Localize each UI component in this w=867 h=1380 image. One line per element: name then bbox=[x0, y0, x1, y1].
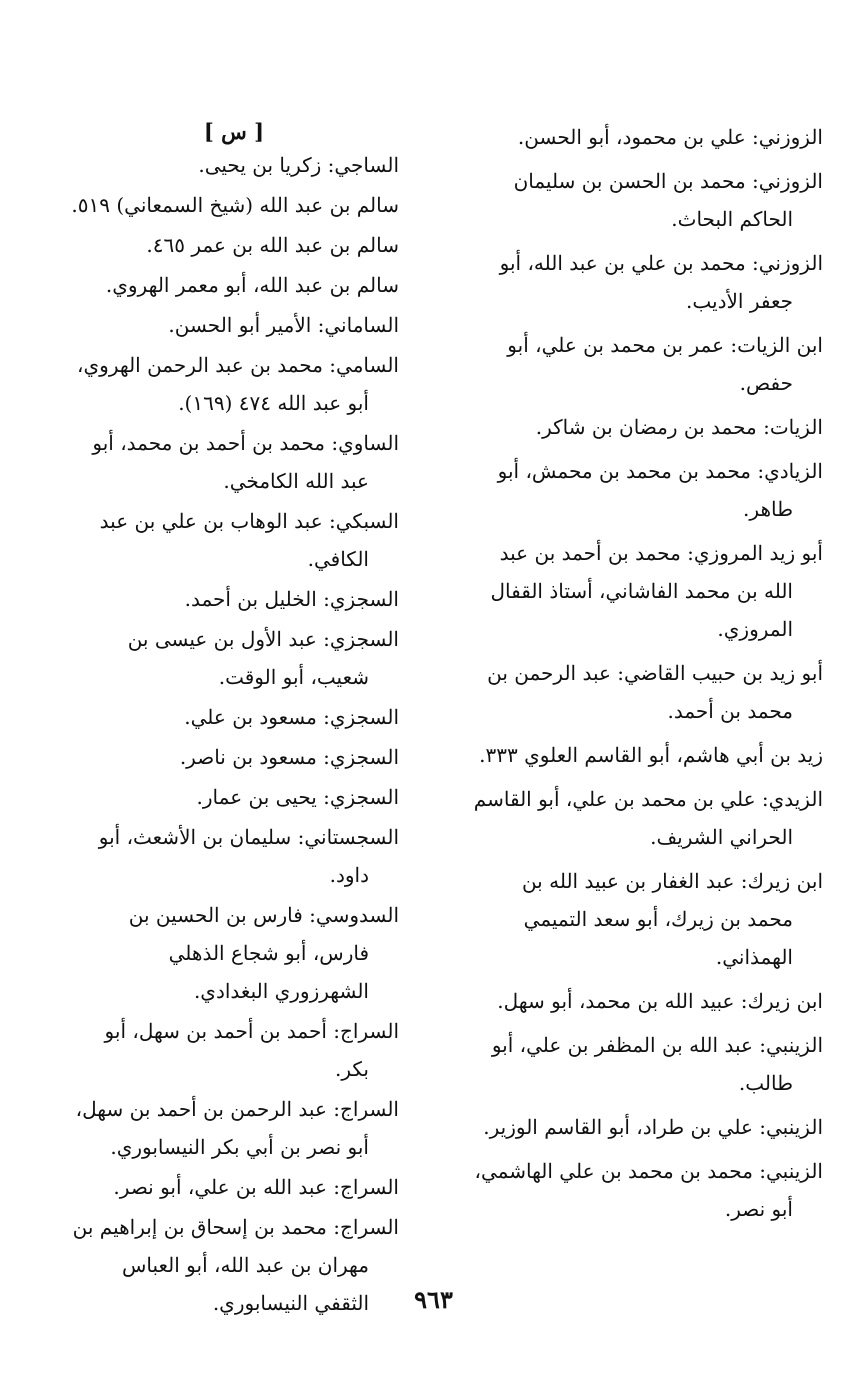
index-entry: السجستاني: سليمان بن الأشعث، أبو داود. bbox=[98, 825, 399, 887]
index-entry: السراج: عبد الرحمن بن أحمد بن سهل، أبو نصر بن أبي بكر النيسابوري. bbox=[75, 1097, 399, 1159]
index-entry: السجزي: عبد الأول بن عيسى بن شعيب، أبو الوقت. bbox=[127, 627, 399, 689]
index-entry: ابن زيرك: عبيد الله بن محمد، أبو سهل. bbox=[497, 989, 823, 1013]
index-entry: السجزي: مسعود بن ناصر. bbox=[179, 745, 399, 769]
index-entry: الزينبي: علي بن طراد، أبو القاسم الوزير. bbox=[483, 1115, 823, 1139]
left-column bbox=[69, 118, 399, 1324]
index-entry: السبكي: عبد الوهاب بن علي بن عبد الكافي. bbox=[99, 509, 399, 571]
index-entry: السامي: محمد بن عبد الرحمن الهروي، أبو عبد الله ٤٧٤ (١٦٩). bbox=[77, 353, 399, 415]
index-entry: أبو زيد المروزي: محمد بن أحمد بن عبد الله بن محمد الفاشاني، أستاذ القفال المروزي. bbox=[490, 541, 823, 641]
right-column bbox=[473, 118, 823, 1234]
index-entry: الزوزني: محمد بن الحسن بن سليمان الحاكم البحاث. bbox=[513, 169, 823, 231]
index-entry: الزينبي: عبد الله بن المظفر بن علي، أبو طالب. bbox=[491, 1033, 823, 1095]
page-number: ٩٦٣ bbox=[414, 1285, 453, 1314]
index-entry: السراج: أحمد بن أحمد بن سهل، أبو بكر. bbox=[104, 1019, 399, 1081]
index-entry: السجزي: الخليل بن أحمد. bbox=[184, 587, 399, 611]
index-entry: الزوزني: محمد بن علي بن عبد الله، أبو جعفر الأديب. bbox=[499, 251, 823, 313]
index-entry: السراج: محمد بن إسحاق بن إبراهيم بن مهران بن عبد الله، أبو العباس الثقفي النيسابوري. bbox=[72, 1215, 399, 1315]
index-entry: الساجي: زكريا بن يحيى. bbox=[198, 153, 399, 177]
index-entry: الساوي: محمد بن أحمد بن محمد، أبو عبد الله الكامخي. bbox=[92, 431, 399, 493]
index-entry: سالم بن عبد الله بن عمر ٤٦٥. bbox=[146, 233, 399, 257]
index-entry: الساماني: الأمير أبو الحسن. bbox=[168, 313, 399, 337]
section-heading: [ س ] bbox=[203, 119, 265, 144]
index-entry: الزينبي: محمد بن محمد بن علي الهاشمي، أبو نصر. bbox=[474, 1159, 823, 1221]
index-entry: الزيات: محمد بن رمضان بن شاكر. bbox=[535, 415, 823, 439]
index-entry: السجزي: مسعود بن علي. bbox=[184, 705, 399, 729]
index-entry: الزيدي: علي بن محمد بن علي، أبو القاسم الحراني الشريف. bbox=[473, 787, 823, 849]
index-entry: السدوسي: فارس بن الحسين بن فارس، أبو شجاع الذهلي الشهرزوري البغدادي. bbox=[128, 903, 399, 1003]
index-entry: ابن زيرك: عبد الغفار بن عبيد الله بن محمد بن زيرك، أبو سعد التميمي الهمذاني. bbox=[521, 869, 823, 969]
index-entry: الزيادي: محمد بن محمد بن محمش، أبو طاهر. bbox=[497, 459, 823, 521]
index-entry: السراج: عبد الله بن علي، أبو نصر. bbox=[113, 1175, 399, 1199]
index-entry: زيد بن أبي هاشم، أبو القاسم العلوي ٣٣٣. bbox=[479, 743, 823, 767]
index-entry: السجزي: يحيى بن عمار. bbox=[196, 785, 399, 809]
index-entry: الزوزني: علي بن محمود، أبو الحسن. bbox=[517, 125, 823, 149]
index-entry: سالم بن عبد الله، أبو معمر الهروي. bbox=[105, 273, 399, 297]
index-entry: سالم بن عبد الله (شيخ السمعاني) ٥١٩. bbox=[71, 193, 399, 217]
index-entry: أبو زيد بن حبيب القاضي: عبد الرحمن بن محمد بن أحمد. bbox=[487, 661, 823, 723]
index-entry: ابن الزيات: عمر بن محمد بن علي، أبو حفص. bbox=[507, 333, 823, 395]
